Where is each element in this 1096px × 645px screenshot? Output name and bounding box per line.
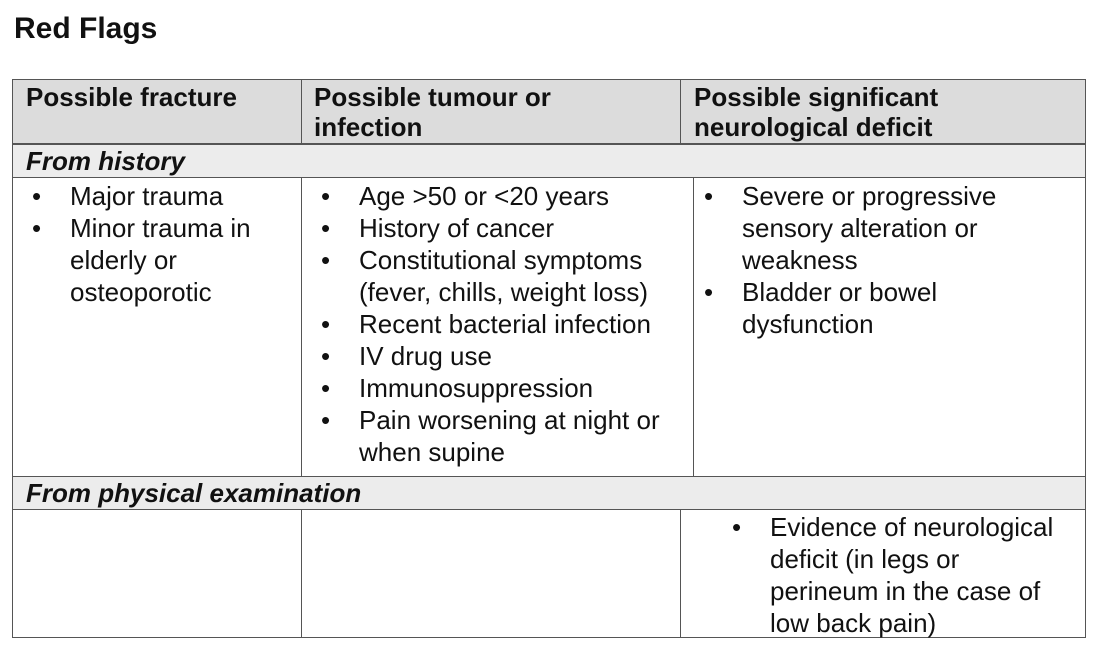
table-border-left: [12, 178, 13, 476]
list-item: • History of cancer: [311, 212, 687, 244]
list-item: • Minor trauma in elderly or osteoporotic: [22, 212, 292, 308]
list-item: • IV drug use: [311, 340, 687, 372]
history-fracture-list: [22, 180, 292, 308]
list-item: • Age >50 or <20 years: [311, 180, 687, 212]
column-divider: [680, 510, 681, 638]
column-divider: [301, 510, 302, 638]
list-item: • Bladder or bowel dysfunction: [694, 276, 1034, 340]
exam-neuro-list: [722, 511, 1072, 639]
history-neuro-list: [694, 180, 1034, 340]
list-item: • Pain worsening at night or when supine: [311, 404, 687, 468]
history-tumour-list: [311, 180, 687, 468]
column-header-fracture: Possible fracture: [26, 82, 237, 112]
list-item: • Constitutional symptoms (fever, chills, weight loss): [311, 244, 687, 308]
table-border-right: [1085, 178, 1086, 476]
column-divider: [301, 178, 302, 476]
section-label-history: From history: [26, 146, 185, 176]
column-divider: [301, 79, 302, 144]
column-divider: [680, 79, 681, 144]
table-border-left: [12, 510, 13, 638]
list-item: • Recent bacterial infection: [311, 308, 687, 340]
table-border-right: [1085, 510, 1086, 638]
column-header-tumour-infection: Possible tumour or infection: [314, 82, 551, 142]
section-label-physical-exam: From physical examination: [26, 478, 362, 508]
page-title: Red Flags: [14, 12, 158, 45]
list-item: • Major trauma: [22, 180, 292, 212]
list-item: • Severe or progressive sensory alteration or weakness: [694, 180, 1034, 276]
list-item: • Evidence of neurological deficit (in legs or perineum in the case of low back pain): [722, 511, 1072, 639]
list-item: • Immunosuppression: [311, 372, 687, 404]
column-header-neurological-deficit: Possible significant neurological deficit: [694, 82, 939, 142]
